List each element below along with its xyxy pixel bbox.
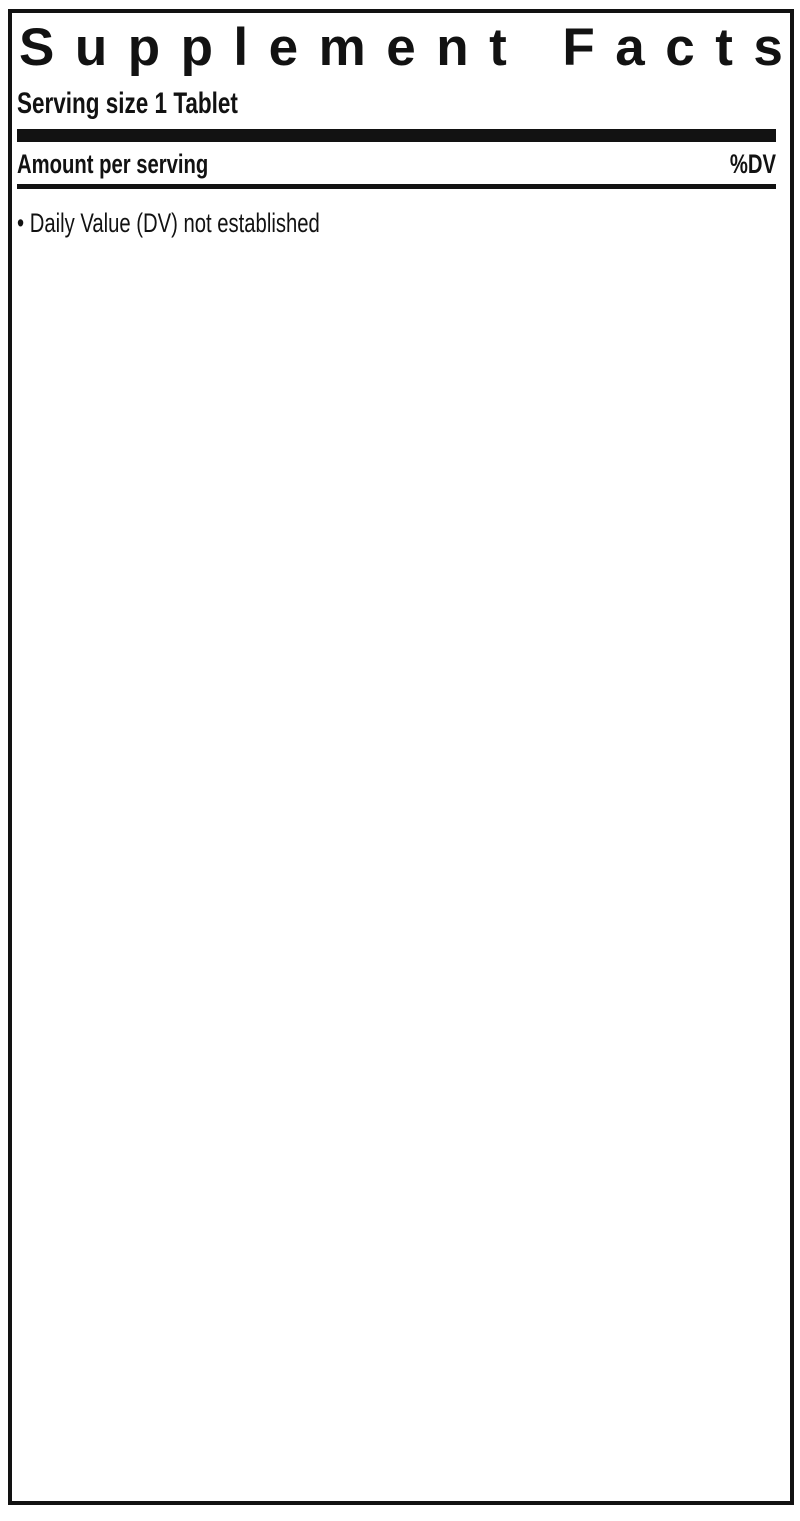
title-letter: a [615,18,645,77]
page-title [17,17,785,81]
serving-size: Serving size 1 Tablet [17,87,238,120]
amount-per-serving-label: Amount per serving [17,149,209,179]
label-body [17,81,776,243]
dv-column-label: %DV [729,149,776,179]
title-letter: t [715,18,733,77]
title-letter: e [268,18,299,77]
title-letter [527,19,542,77]
title-letter: F [562,18,595,77]
title-letter: u [74,18,108,77]
title-letter: n [436,18,469,77]
column-header [17,142,776,189]
title-letter: e [386,18,416,77]
title-letter: c [665,18,695,77]
supplement-facts-panel [8,9,794,1505]
title-letter: S [19,18,55,77]
title-letter: s [753,18,783,77]
header-divider-bar [17,129,776,142]
title-letter: t [489,18,507,77]
title-letter: p [127,18,161,77]
table-row [17,189,776,199]
rows [17,189,776,199]
title-letter: l [233,18,249,77]
dv-footnote: • Daily Value (DV) not established [17,208,320,238]
table-section [17,189,776,199]
title-letter: p [180,18,213,77]
title-letter: m [318,18,366,77]
